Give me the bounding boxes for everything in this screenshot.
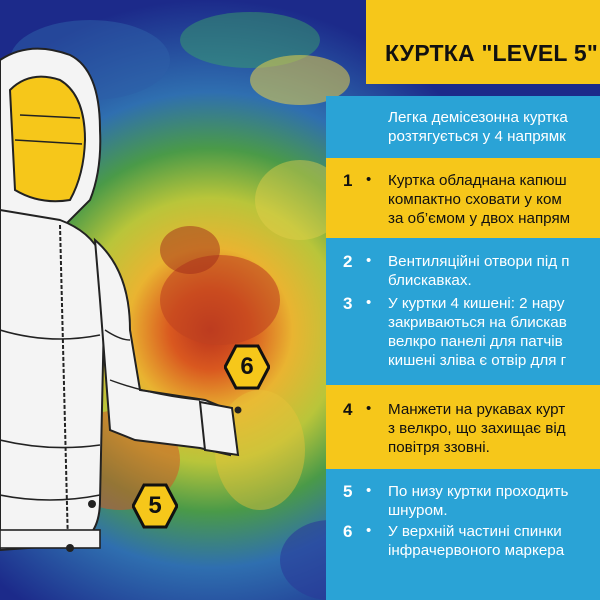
feature-1-number: 1	[343, 171, 353, 190]
feature-4-line-2: з велкро, що захищає від	[388, 420, 566, 437]
feature-4-line-3: повітря ззовні.	[388, 439, 490, 456]
feature-6-number: 6	[343, 522, 353, 541]
feature-2-bullet: •	[366, 252, 372, 269]
feature-3-line-3: велкро панелі для патчів	[388, 333, 563, 350]
callout-5-label: 5	[148, 492, 162, 519]
callout-6-label: 6	[240, 353, 254, 380]
feature-5-line-2: шнуром.	[388, 502, 448, 519]
feature-1-line-3: за об’ємом у двох напрям	[388, 210, 571, 227]
feature-5-line-1: По низу куртки проходить	[388, 483, 569, 500]
intro-line-2: розтягується у 4 напрямк	[388, 128, 566, 145]
page-title: КУРТКА "LEVEL 5"	[385, 40, 598, 66]
feature-5-bullet: •	[366, 482, 372, 499]
feature-6-bullet: •	[366, 522, 372, 539]
feature-6-line-2: інфрачервоного маркера	[388, 542, 565, 559]
feature-2-line-2: блискавках.	[388, 272, 472, 289]
intro-line-1: Легка демісезонна куртка	[388, 109, 568, 126]
feature-4-bullet: •	[366, 400, 372, 417]
feature-1-bullet: •	[366, 171, 372, 188]
feature-6-line-1: У верхній частині спинки	[388, 523, 562, 540]
feature-3-number: 3	[343, 294, 353, 313]
feature-2-number: 2	[343, 252, 353, 271]
feature-5-number: 5	[343, 482, 353, 501]
feature-1-line-1: Куртка обладнана капюш	[388, 172, 567, 189]
feature-4-number: 4	[343, 400, 353, 419]
feature-3-line-4: кишені зліва є отвір для г	[388, 352, 567, 369]
feature-3-line-2: закриваються на блискав	[388, 314, 567, 331]
feature-2-line-1: Вентиляційні отвори під п	[388, 253, 570, 270]
feature-1-line-2: компактно сховати у ком	[388, 191, 562, 208]
feature-3-bullet: •	[366, 294, 372, 311]
feature-4-line-1: Манжети на рукавах курт	[388, 401, 566, 418]
feature-3-line-1: У куртки 4 кишені: 2 нару	[388, 295, 565, 312]
